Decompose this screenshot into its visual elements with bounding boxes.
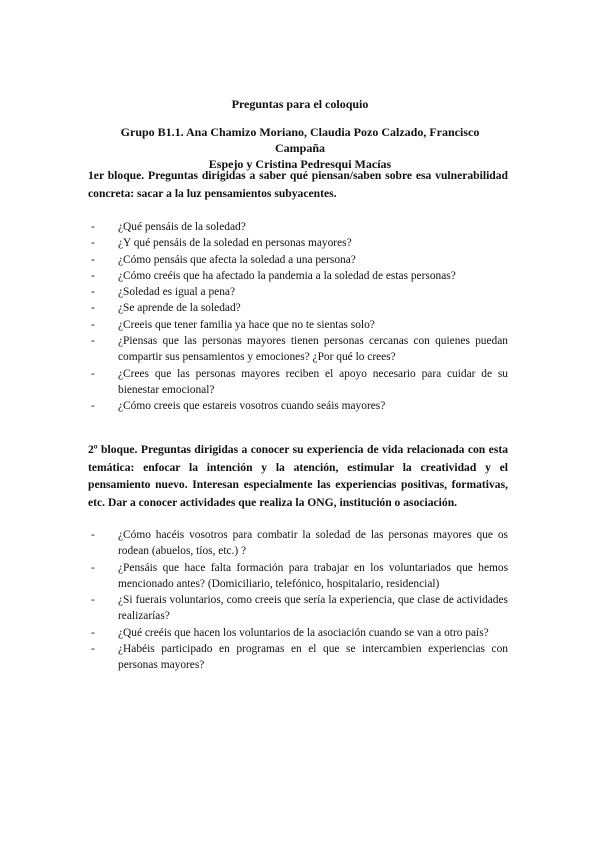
bullet-dash: -: [91, 286, 95, 299]
bullet-dash: -: [91, 318, 95, 331]
list-item: [88, 641, 508, 674]
list-item: [88, 625, 508, 641]
question-text: ¿Crees que las personas mayores reciben el apoyo necesario para cuidar de su bienestar emocional?: [118, 367, 508, 396]
bullet-dash: -: [91, 643, 95, 656]
question-text: ¿Y qué pensáis de la soledad en personas mayores?: [118, 237, 352, 250]
bullet-dash: -: [91, 237, 95, 250]
question-text: ¿Qué pensáis de la soledad?: [118, 221, 246, 233]
authors-line-2: Espejo y Cristina Pedresqui Macías: [208, 157, 392, 171]
list-item: [88, 398, 508, 414]
bullet-dash: -: [91, 561, 95, 574]
question-text: ¿Habéis participado en programas en el que se intercambien experiencias con personas mayores?: [118, 643, 508, 672]
bullet-dash: -: [91, 626, 95, 639]
document-title: Preguntas para el coloquio: [231, 97, 369, 111]
question-text: ¿Soledad es igual a pena?: [118, 286, 236, 299]
question-text: ¿Cómo hacéis vosotros para combatir la soledad de las personas mayores que os rodean (abuelos, tíos, etc.) ?: [118, 529, 508, 558]
question-text: ¿Creeis que tener familia ya hace que no te sientas solo?: [118, 318, 375, 331]
list-item: [88, 366, 508, 399]
question-text: ¿Cómo pensáis que afecta la soledad a una persona?: [118, 253, 356, 266]
block1-question-list: [88, 219, 508, 415]
question-text: ¿Piensas que las personas mayores tienen personas cercanas con quienes puedan compartir sus pensamientos y emociones? ¿Por qué lo crees?: [118, 335, 508, 364]
list-item: [88, 592, 508, 625]
bullet-dash: -: [91, 594, 95, 607]
list-item: [88, 219, 508, 235]
list-item: [88, 317, 508, 333]
block1-heading: 1er bloque. Preguntas dirigidas a saber qué piensan/saben sobre esa vulnerabilidad concreta: sacar a la luz pensamientos subyacentes.: [88, 169, 508, 200]
bullet-dash: -: [91, 302, 95, 315]
list-item: [88, 235, 508, 251]
question-text: ¿Cómo creeis que estareis vosotros cuando seáis mayores?: [118, 400, 386, 413]
question-text: ¿Se aprende de la soledad?: [118, 302, 241, 315]
list-item: [88, 268, 508, 284]
question-text: ¿Si fuerais voluntarios, como creeis que sería la experiencia, que clase de actividades realizarías?: [118, 594, 508, 623]
question-text: ¿Qué creéis que hacen los voluntarios de la asociación cuando se van a otro país?: [118, 626, 489, 639]
list-item: [88, 284, 508, 300]
question-text: ¿Pensáis que hace falta formación para trabajar en los voluntariados que hemos mencionado antes? (Domiciliario, telefónico, hospitalario, residencial): [118, 561, 508, 590]
list-item: [88, 333, 508, 366]
block2-heading: 2º bloque. Preguntas dirigidas a conocer su experiencia de vida relacionada con esta temática: enfocar la intención y la atención, estimular la creatividad y el pensamiento nuevo. Interesan especialmente las experiencias positivas, formativas, etc. Dar a conocer actividades que realiza la ONG, institución o asociación.: [88, 443, 508, 509]
authors: [100, 124, 500, 172]
list-item: [88, 527, 508, 560]
bullet-dash: -: [91, 269, 95, 282]
bullet-dash: -: [91, 367, 95, 380]
list-item: [88, 560, 508, 593]
block2-question-list: [88, 527, 508, 674]
question-text: ¿Cómo creéis que ha afectado la pandemia a la soledad de estas personas?: [118, 269, 456, 282]
list-item: [88, 300, 508, 316]
bullet-dash: -: [91, 529, 95, 541]
bullet-dash: -: [91, 253, 95, 266]
bullet-dash: -: [91, 335, 95, 348]
list-item: [88, 252, 508, 268]
bullet-dash: -: [91, 221, 95, 233]
bullet-dash: -: [91, 400, 95, 413]
authors-line-1: Grupo B1.1. Ana Chamizo Moriano, Claudia Pozo Calzado, Francisco Campaña: [120, 125, 480, 155]
